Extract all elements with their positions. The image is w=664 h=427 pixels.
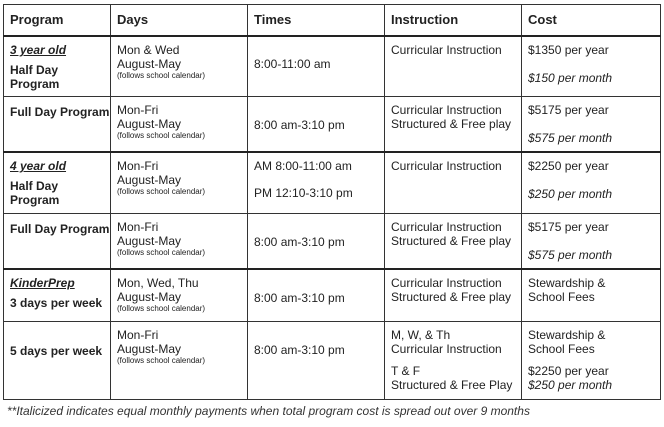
instruction-text: M, W, & Th [391, 327, 451, 342]
days-text: Mon-Fri [117, 327, 159, 342]
program-label: Full Day Program [10, 221, 110, 236]
cost-text: $2250 per year [528, 363, 609, 378]
instruction-cell [385, 96, 522, 152]
program-cell [4, 321, 111, 399]
table-row [4, 321, 661, 399]
days-text: Mon-Fri [117, 159, 159, 173]
cost-text: Stewardship & [528, 327, 606, 342]
days-months: August-May [117, 116, 182, 131]
times-cell [248, 213, 385, 269]
group-name: KinderPrep [10, 276, 75, 290]
cost-year: $5175 per year [528, 102, 609, 117]
time-text: 8:00 am-3:10 pm [254, 234, 345, 249]
instruction-text: Curricular Instruction [391, 159, 502, 173]
table-row [4, 96, 661, 152]
cost-cell [522, 36, 661, 96]
times-cell [248, 321, 385, 399]
cost-year: $1350 per year [528, 43, 609, 57]
days-months: August-May [117, 290, 182, 304]
time-text: 8:00 am-3:10 pm [254, 117, 345, 132]
days-cell [111, 152, 248, 213]
cost-text: Stewardship & [528, 276, 606, 290]
days-months: August-May [117, 173, 182, 187]
program-cell [4, 96, 111, 152]
cost-year: $5175 per year [528, 219, 609, 234]
instruction-cell [385, 152, 522, 213]
days-note: (follows school calendar) [117, 304, 206, 313]
days-note: (follows school calendar) [117, 247, 206, 257]
program-label: 5 days per week [10, 343, 103, 358]
instruction-text: Structured & Free play [391, 290, 512, 304]
days-text: Mon & Wed [117, 43, 180, 57]
instruction-text: Curricular Instruction [391, 43, 502, 57]
days-note: (follows school calendar) [117, 71, 206, 80]
time-text: PM 12:10-3:10 pm [254, 186, 353, 200]
days-text: Mon-Fri [117, 219, 159, 234]
program-cell [4, 269, 111, 321]
instruction-text: Curricular Instruction [391, 276, 502, 290]
header-instruction: Instruction [385, 5, 522, 37]
cost-cell [522, 269, 661, 321]
table-row [4, 36, 661, 96]
days-months: August-May [117, 57, 182, 71]
time-text: AM 8:00-11:00 am [254, 159, 352, 173]
days-cell [111, 269, 248, 321]
program-cell [4, 152, 111, 213]
times-cell [248, 152, 385, 213]
instruction-text: Curricular Instruction [391, 102, 502, 117]
instruction-text: Curricular Instruction [391, 341, 502, 356]
time-text: 8:00 am-3:10 pm [254, 342, 345, 357]
table-row [4, 213, 661, 269]
header-times: Times [248, 5, 385, 37]
days-text: Mon-Fri [117, 102, 159, 117]
cost-month: $150 per month [528, 71, 613, 85]
days-cell [111, 213, 248, 269]
instruction-cell [385, 213, 522, 269]
header-cost: Cost [522, 5, 661, 37]
instruction-text: Structured & Free Play [391, 377, 513, 392]
cost-year: $2250 per year [528, 159, 609, 173]
instruction-text: T & F [391, 363, 421, 378]
cost-cell [522, 321, 661, 399]
time-text: 8:00 am-3:10 pm [254, 291, 345, 305]
table-row [4, 152, 661, 213]
days-note: (follows school calendar) [117, 355, 206, 365]
cost-text: School Fees [528, 341, 595, 356]
schedule-table [3, 4, 661, 400]
days-cell [111, 321, 248, 399]
program-label: Half Day Program [10, 63, 60, 91]
program-cell [4, 213, 111, 269]
cost-month: $575 per month [528, 130, 613, 145]
instruction-cell [385, 36, 522, 96]
days-months: August-May [117, 233, 182, 248]
days-cell [111, 96, 248, 152]
cost-text: School Fees [528, 290, 595, 304]
instruction-text: Structured & Free play [391, 116, 512, 131]
program-label: 3 days per week [10, 296, 103, 310]
table-row [4, 269, 661, 321]
instruction-cell [385, 269, 522, 321]
program-cell [4, 36, 111, 96]
days-months: August-May [117, 341, 182, 356]
cost-cell [522, 152, 661, 213]
header-program: Program [4, 5, 111, 37]
times-cell [248, 269, 385, 321]
instruction-text: Structured & Free play [391, 233, 512, 248]
cost-month: $575 per month [528, 247, 613, 262]
days-text: Mon, Wed, Thu [117, 276, 199, 290]
header-days: Days [111, 5, 248, 37]
program-label: Half Day Program [10, 179, 60, 207]
header-row [4, 5, 661, 37]
cost-cell [522, 96, 661, 152]
times-cell [248, 96, 385, 152]
days-note: (follows school calendar) [117, 130, 206, 140]
times-cell [248, 36, 385, 96]
days-note: (follows school calendar) [117, 187, 206, 196]
time-text: 8:00-11:00 am [254, 57, 331, 71]
group-name: 3 year old [10, 43, 67, 57]
cost-cell [522, 213, 661, 269]
cost-month: $250 per month [528, 377, 613, 392]
days-cell [111, 36, 248, 96]
footnote: **Italicized indicates equal monthly payments when total program cost is spread out over 9 months [7, 404, 530, 418]
instruction-cell [385, 321, 522, 399]
group-name: 4 year old [10, 159, 67, 173]
cost-month: $250 per month [528, 187, 613, 201]
instruction-text: Curricular Instruction [391, 219, 502, 234]
program-label: Full Day Program [10, 104, 110, 119]
